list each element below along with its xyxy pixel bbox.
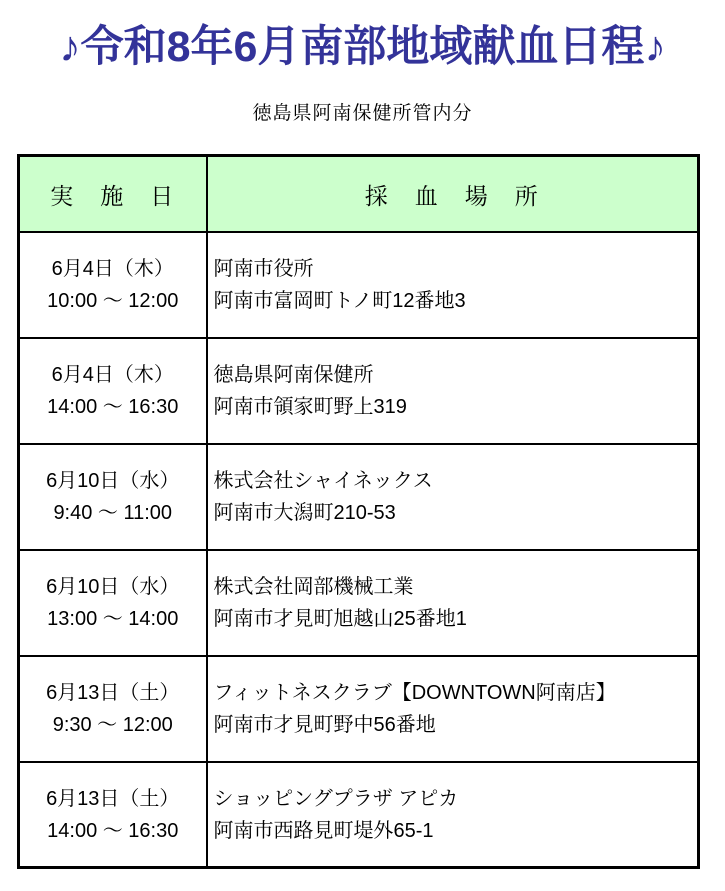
table-header-row [19,156,699,232]
location-cell [207,550,699,656]
date-cell [19,232,207,338]
location-cell [207,444,699,550]
time-text: 14:00 ～ 16:30 [47,395,179,418]
time-text: 9:30 ～ 12:00 [52,713,173,736]
table-row [19,550,699,656]
date-text: 6月4日（木） [51,257,174,280]
address-text: 阿南市才見町旭越山25番地1 [213,607,467,630]
date-text: 6月13日（土） [46,681,180,704]
date-cell [19,338,207,444]
place-text: 株式会社岡部機械工業 [213,575,414,598]
address-text: 阿南市才見町野中56番地 [213,713,436,736]
location-cell [207,232,699,338]
table-row [19,232,699,338]
date-cell [19,762,207,868]
time-text: 14:00 ～ 16:30 [47,819,179,842]
time-text: 9:40 ～ 11:00 [53,501,173,524]
date-text: 6月10日（水） [46,469,180,492]
header-location-cell: 採 血 場 所 [207,156,699,232]
address-text: 阿南市富岡町トノ町12番地3 [213,289,466,312]
header-date-cell: 実 施 日 [19,156,207,232]
date-cell [19,444,207,550]
time-text: 13:00 ～ 14:00 [47,607,179,630]
date-text: 6月13日（土） [46,787,180,810]
time-text: 10:00 ～ 12:00 [47,289,179,312]
location-cell [207,762,699,868]
place-text: 徳島県阿南保健所 [213,363,374,386]
page-subtitle: 徳島県阿南保健所管内分 [252,103,473,125]
table-row [19,444,699,550]
date-text: 6月10日（水） [46,575,180,598]
location-cell [207,338,699,444]
table-row [19,338,699,444]
schedule-table [17,154,700,869]
address-text: 阿南市大潟町210-53 [213,501,396,524]
location-cell [207,656,699,762]
place-text: 株式会社シャイネックス [213,469,433,492]
page-title: ♪令和8年6月南部地域献血日程♪ [59,23,666,71]
address-text: 阿南市西路見町堤外65-1 [213,819,434,842]
table-row [19,656,699,762]
place-text: ショッピングプラザ アピカ [213,787,459,810]
date-cell [19,656,207,762]
date-text: 6月4日（木） [51,363,174,386]
date-cell [19,550,207,656]
address-text: 阿南市領家町野上319 [213,395,407,418]
table-row [19,762,699,868]
place-text: フィットネスクラブ【DOWNTOWN阿南店】 [213,681,616,704]
place-text: 阿南市役所 [213,257,314,280]
